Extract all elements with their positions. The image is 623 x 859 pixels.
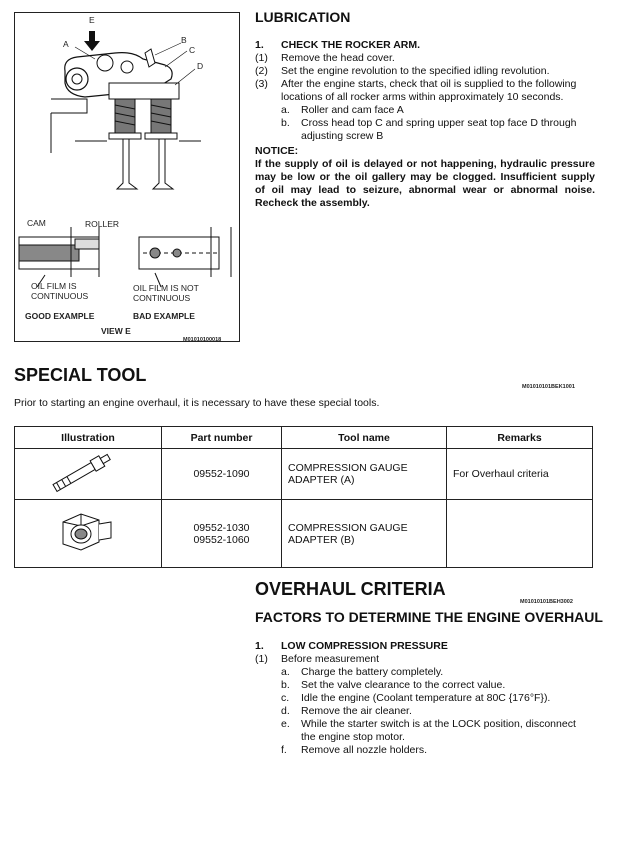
rocker-arm-figure xyxy=(14,12,240,342)
overhaul-sub-step-e xyxy=(281,718,595,731)
overhaul-code: M01010101BEH3002 xyxy=(520,599,573,605)
part-number-cell xyxy=(162,500,282,568)
sub-step-text: Charge the battery completely. xyxy=(301,666,444,678)
tool-name-line: COMPRESSION GAUGE xyxy=(288,462,408,474)
column-header: Tool name xyxy=(282,427,447,449)
sub-step-text: Idle the engine (Coolant temperature at 80C {176°F}). xyxy=(301,692,551,704)
label-a: A xyxy=(63,39,69,49)
good-example-caption: GOOD EXAMPLE xyxy=(25,311,95,321)
part-number: 09552-1060 xyxy=(193,533,250,546)
gauge-adapter-b-illustration xyxy=(21,504,141,560)
table-row xyxy=(15,500,593,568)
view-caption: VIEW E xyxy=(101,326,131,336)
sub-step-text: While the starter switch is at the LOCK position, disconnect xyxy=(301,718,576,730)
overhaul-sub-step-f xyxy=(281,744,595,757)
tool-name-line: COMPRESSION GAUGE xyxy=(288,521,408,534)
special-tool-intro: Prior to starting an engine overhaul, it is necessary to have these special tools. xyxy=(14,397,380,409)
sub-step-number: f. xyxy=(281,744,287,756)
illustration-cell xyxy=(15,500,162,568)
special-tool-code: M01010101BEK1001 xyxy=(522,384,575,390)
overhaul-sub-step-e-cont xyxy=(281,731,595,744)
part-number: 09552-1090 xyxy=(193,468,250,480)
tool-name-cell xyxy=(282,449,447,500)
sub-step-b-cont xyxy=(281,130,595,143)
table-header-row xyxy=(15,427,593,449)
step-number: (1) xyxy=(255,653,268,665)
table-row xyxy=(15,449,593,500)
oil-film-good-2: CONTINUOUS xyxy=(31,291,89,301)
step-3-cont xyxy=(255,91,595,104)
notice-title: NOTICE: xyxy=(255,145,299,157)
overhaul-subtitle: FACTORS TO DETERMINE THE ENGINE OVERHAUL xyxy=(255,609,603,625)
sub-step-number: a. xyxy=(281,666,290,678)
notice-line-3: of oil may lead to seizure, abnormal wear or abnormal noise. xyxy=(255,184,595,196)
step-1 xyxy=(255,52,595,65)
overhaul-step-1 xyxy=(255,653,595,666)
item-number: 1. xyxy=(255,39,264,51)
illustration-cell xyxy=(15,449,162,500)
column-header: Illustration xyxy=(15,427,162,449)
step-text: Remove the head cover. xyxy=(281,52,395,64)
figure-code: M01010100018 xyxy=(183,337,222,343)
sub-step-number xyxy=(281,731,301,744)
item-title: LOW COMPRESSION PRESSURE xyxy=(281,640,448,652)
overhaul-sub-step-b xyxy=(281,679,595,692)
tool-name-line: ADAPTER (A) xyxy=(288,474,355,486)
sub-step-number: a. xyxy=(281,104,290,116)
step-text: Set the engine revolution to the specified idling revolution. xyxy=(281,65,550,77)
step-text: After the engine starts, check that oil is supplied to the following xyxy=(281,78,577,90)
cam-label: CAM xyxy=(27,218,46,228)
sub-step-text: Remove all nozzle holders. xyxy=(301,744,428,756)
gauge-adapter-a-illustration xyxy=(21,453,141,493)
lubrication-title: LUBRICATION xyxy=(255,9,351,25)
sub-step-text: Remove the air cleaner. xyxy=(301,705,412,717)
label-d: D xyxy=(197,61,204,71)
overhaul-item xyxy=(255,640,595,653)
step-number: (1) xyxy=(255,52,268,64)
sub-step-number: c. xyxy=(281,692,290,704)
oil-film-bad-1: OIL FILM IS NOT xyxy=(133,283,199,293)
tool-name-line: ADAPTER (B) xyxy=(288,533,355,546)
part-number-cell xyxy=(162,449,282,500)
special-tool-table xyxy=(14,426,593,568)
step-text: Before measurement xyxy=(281,653,380,665)
tool-name-cell xyxy=(282,500,447,568)
overhaul-sub-step-d xyxy=(281,705,595,718)
step-3 xyxy=(255,78,595,91)
sub-step-number xyxy=(281,130,301,143)
oil-film-bad-2: CONTINUOUS xyxy=(133,293,191,303)
step-number: (3) xyxy=(255,78,268,90)
sub-step-text: Cross head top C and spring upper seat top face D through xyxy=(301,117,577,129)
overhaul-sub-step-c xyxy=(281,692,595,705)
step-2 xyxy=(255,65,595,78)
sub-step-number: b. xyxy=(281,117,290,129)
remarks-cell: For Overhaul criteria xyxy=(447,449,593,500)
label-b: B xyxy=(181,35,187,45)
sub-step-number: e. xyxy=(281,718,290,730)
notice-line-2: may be low or the oil gallery may be clogged. Insufficient supply xyxy=(255,171,595,183)
notice-line-1: If the supply of oil is delayed or not happening, hydraulic pressure xyxy=(255,158,595,170)
item-title: CHECK THE ROCKER ARM. xyxy=(281,39,421,51)
bad-example-caption: BAD EXAMPLE xyxy=(133,311,195,321)
sub-step-b xyxy=(281,117,595,130)
step-text: locations of all rocker arms within approximately 10 seconds. xyxy=(281,91,564,103)
sub-step-a xyxy=(281,104,595,117)
sub-step-number: b. xyxy=(281,679,290,691)
notice-line-4: Recheck the assembly. xyxy=(255,197,370,209)
column-header: Part number xyxy=(162,427,282,449)
sub-step-text: Set the valve clearance to the correct value. xyxy=(301,679,506,691)
step-number: (2) xyxy=(255,65,268,77)
roller-label: ROLLER xyxy=(85,219,120,229)
oil-film-good-1: OIL FILM IS xyxy=(31,281,77,291)
column-header: Remarks xyxy=(447,427,593,449)
lubrication-item xyxy=(255,39,595,52)
overhaul-title: OVERHAUL CRITERIA xyxy=(255,579,446,599)
sub-step-text: adjusting screw B xyxy=(301,130,384,142)
step-number xyxy=(255,91,281,104)
remarks-cell xyxy=(447,500,593,568)
item-number: 1. xyxy=(255,640,264,652)
sub-step-number: d. xyxy=(281,705,290,717)
part-number: 09552-1030 xyxy=(193,521,250,534)
overhaul-sub-step-a xyxy=(281,666,595,679)
special-tool-title: SPECIAL TOOL xyxy=(14,365,147,385)
sub-step-text: Roller and cam face A xyxy=(301,104,404,116)
label-c: C xyxy=(189,45,196,55)
sub-step-text: the engine stop motor. xyxy=(301,731,405,743)
label-e: E xyxy=(89,15,95,25)
